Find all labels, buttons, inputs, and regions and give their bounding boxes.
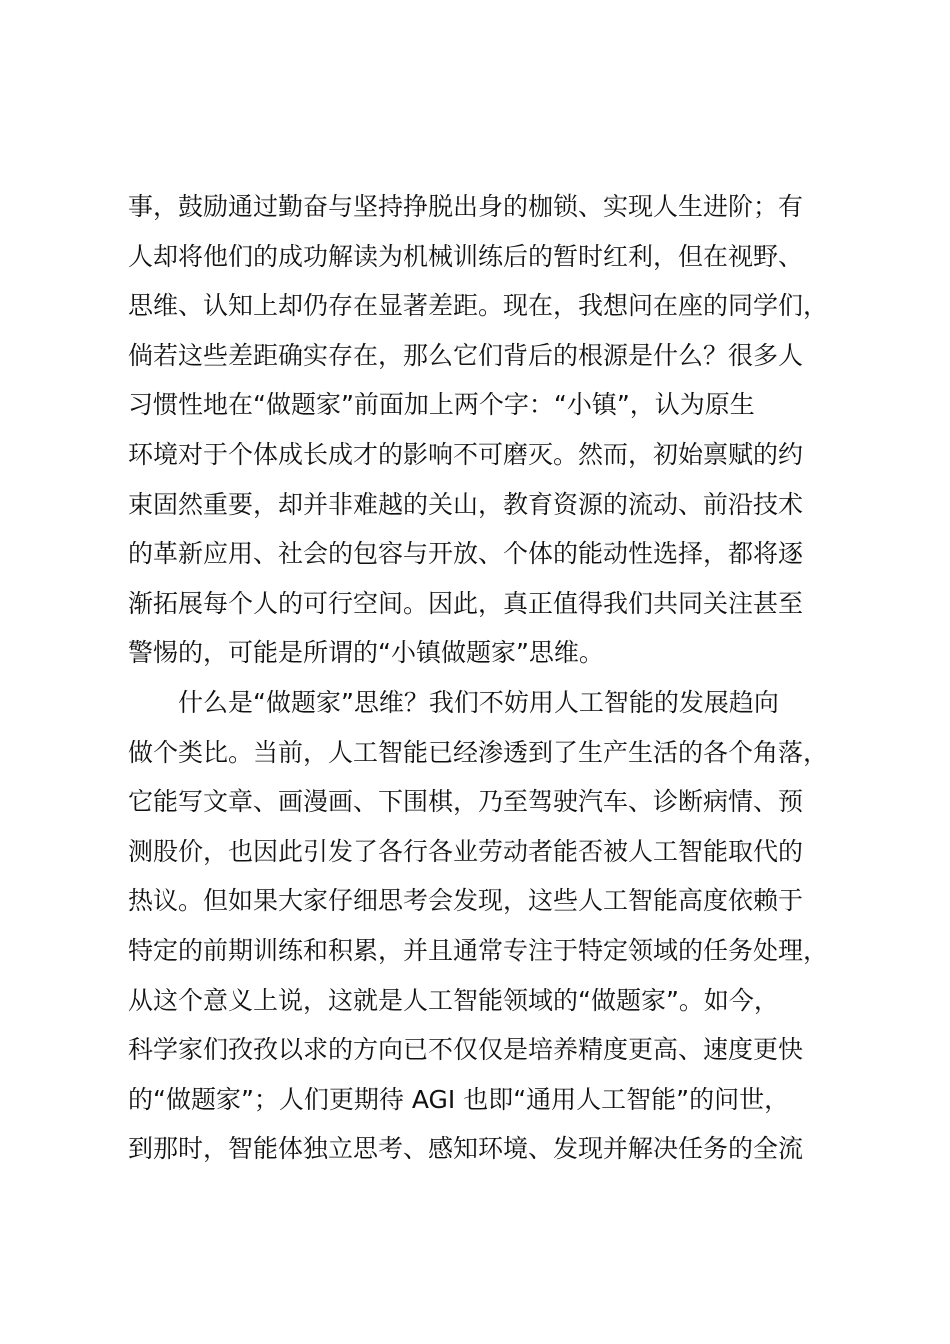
text-line: 测股价，也因此引发了各行各业劳动者能否被人工智能取代的 [128, 836, 804, 866]
text-line: 渐拓展每个人的可行空间。因此，真正值得我们共同关注甚至 [128, 588, 804, 618]
text-line: 事，鼓励通过勤奋与坚持挣脱出身的枷锁、实现人生进阶；有 [128, 192, 804, 221]
text-line: 束固然重要，却并非难越的关山，教育资源的流动、前沿技术 [128, 489, 804, 519]
text-line: 特定的前期训练和积累，并且通常专注于特定领域的任务处理， [128, 935, 829, 965]
text-line: 警惕的，可能是所谓的“小镇做题家”思维。 [128, 638, 604, 668]
text-line: 的革新应用、社会的包容与开放、个体的能动性选择，都将逐 [128, 539, 804, 569]
text-line: 到那时，智能体独立思考、感知环境、发现并解决任务的全流 [128, 1134, 804, 1164]
text-line: 的“做题家”；人们更期待 AGI 也即“通用人工智能”的问世， [128, 1084, 790, 1114]
body-text [128, 182, 868, 1174]
text-line: 从这个意义上说，这就是人工智能领域的“做题家”。如今， [128, 985, 779, 1015]
text-line: 思维、认知上却仍存在显著差距。现在，我想问在座的同学们， [128, 291, 829, 321]
text-line: 环境对于个体成长成才的影响不可磨灭。然而，初始禀赋的约 [128, 439, 804, 469]
text-line: 热议。但如果大家仔细思考会发现，这些人工智能高度依赖于 [128, 886, 804, 916]
text-line: 倘若这些差距确实存在，那么它们背后的根源是什么？很多人 [128, 340, 804, 370]
text-line: 什么是“做题家”思维？我们不妨用人工智能的发展趋向 [128, 687, 779, 717]
text-line: 人却将他们的成功解读为机械训练后的暂时红利，但在视野、 [128, 241, 804, 271]
text-line: 它能写文章、画漫画、下围棋，乃至驾驶汽车、诊断病情、预 [128, 787, 804, 817]
text-line: 习惯性地在“做题家”前面加上两个字：“小镇”，认为原生 [128, 390, 755, 420]
text-line: 科学家们孜孜以求的方向已不仅仅是培养精度更高、速度更快 [128, 1035, 804, 1065]
text-line: 做个类比。当前，人工智能已经渗透到了生产生活的各个角落， [128, 737, 829, 767]
